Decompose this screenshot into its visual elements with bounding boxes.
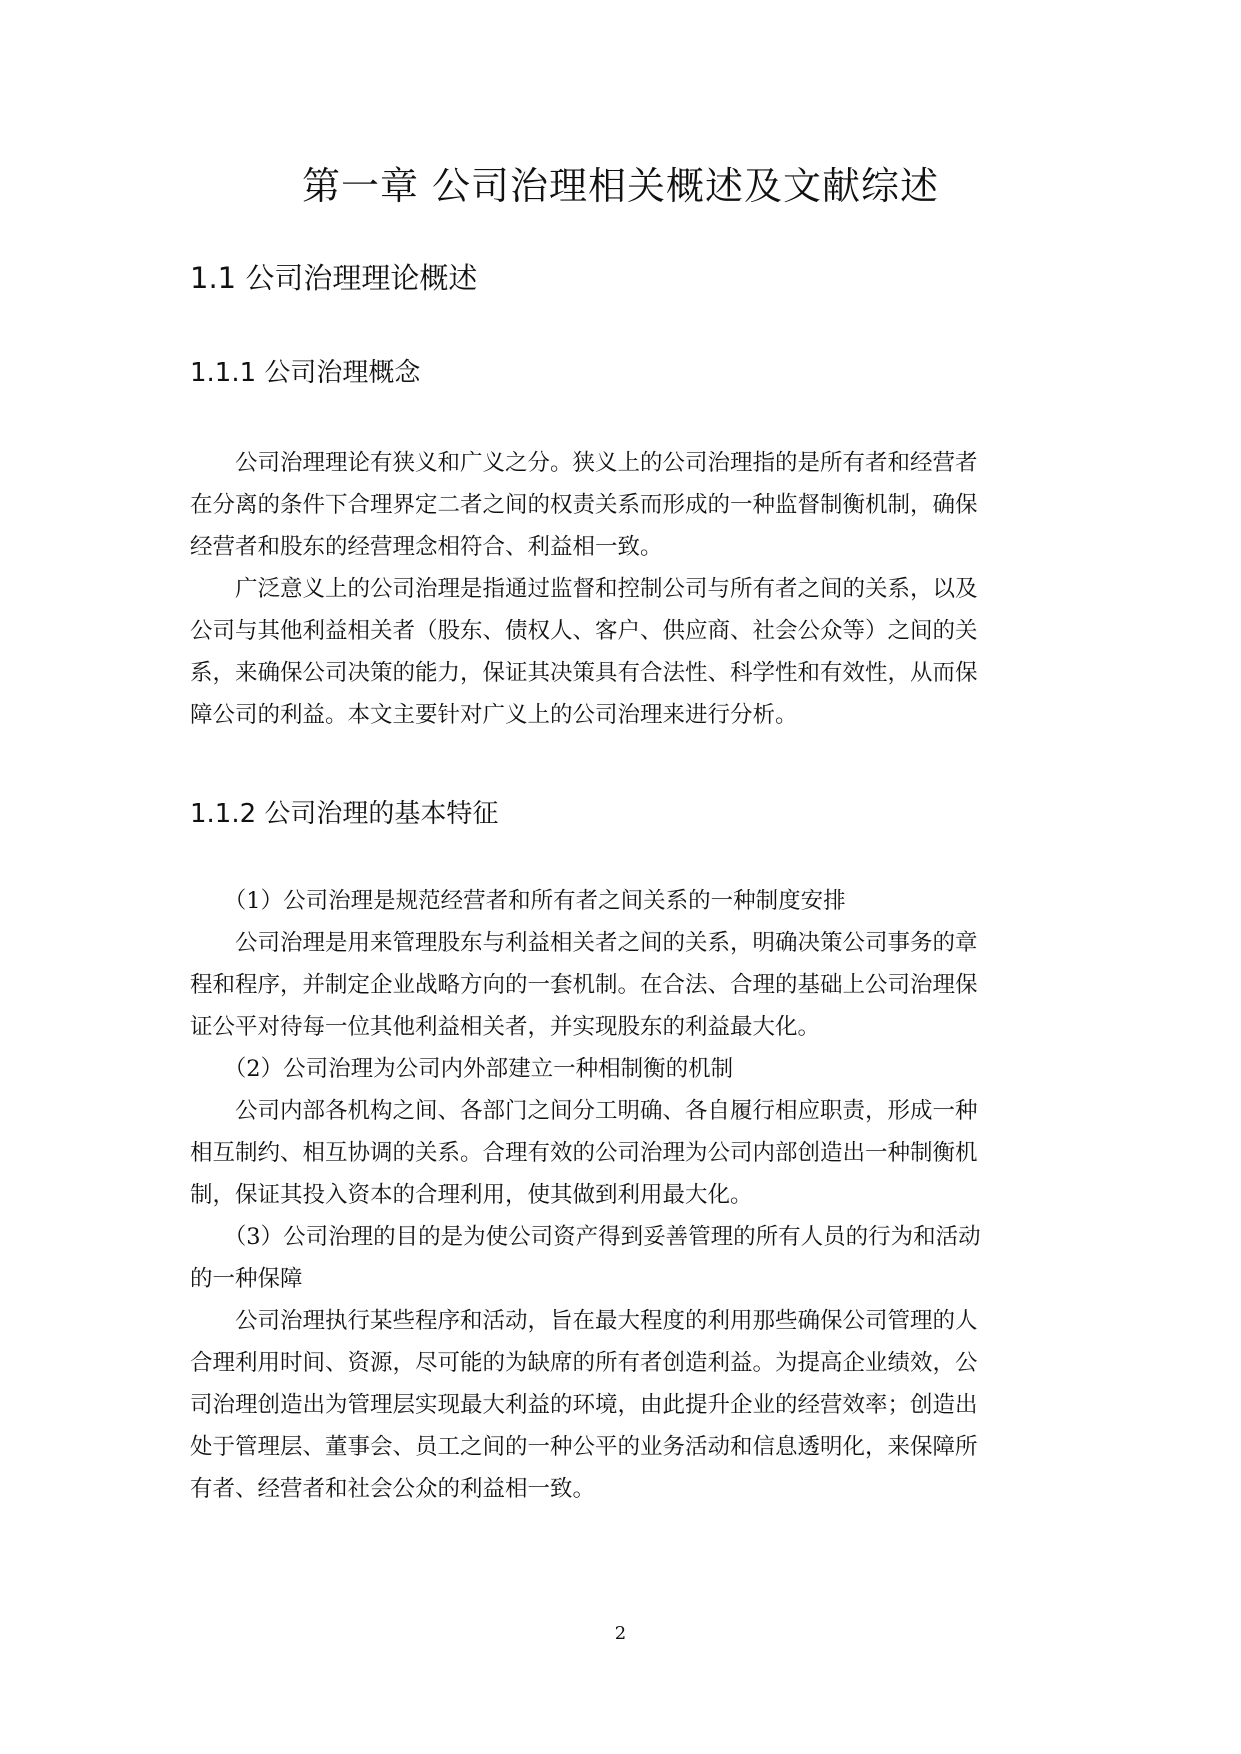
page-number: 2 bbox=[614, 1623, 627, 1644]
chapter-title: 第一章 公司治理相关概述及文献综述 bbox=[301, 164, 940, 208]
body-line: 障公司的利益。本文主要针对广义上的公司治理来进行分析。 bbox=[190, 702, 798, 728]
body-line: 制，保证其投入资本的合理利用，使其做到利用最大化。 bbox=[190, 1182, 753, 1208]
section-1-1-2-body bbox=[190, 880, 1060, 1510]
body-line: 广泛意义上的公司治理是指通过监督和控制公司与所有者之间的关系，以及 bbox=[190, 576, 978, 602]
body-line: （2）公司治理为公司内外部建立一种相制衡的机制 bbox=[190, 1056, 734, 1082]
body-line: 合理利用时间、资源，尽可能的为缺席的所有者创造利益。为提高企业绩效，公 bbox=[190, 1350, 978, 1376]
body-line: 公司与其他利益相关者（股东、债权人、客户、供应商、社会公众等）之间的关 bbox=[190, 618, 978, 644]
body-line: 处于管理层、董事会、员工之间的一种公平的业务活动和信息透明化，来保障所 bbox=[190, 1434, 978, 1460]
body-line: 证公平对待每一位其他利益相关者，并实现股东的利益最大化。 bbox=[190, 1014, 821, 1040]
body-line: 公司治理理论有狭义和广义之分。狭义上的公司治理指的是所有者和经营者 bbox=[190, 450, 978, 476]
body-line: 公司内部各机构之间、各部门之间分工明确、各自履行相应职责，形成一种 bbox=[190, 1098, 978, 1124]
body-line: 相互制约、相互协调的关系。合理有效的公司治理为公司内部创造出一种制衡机 bbox=[190, 1140, 978, 1166]
body-line: 公司治理执行某些程序和活动，旨在最大程度的利用那些确保公司管理的人 bbox=[190, 1308, 978, 1334]
body-line: 有者、经营者和社会公众的利益相一致。 bbox=[190, 1476, 596, 1502]
section-1-1-1-body bbox=[190, 442, 1060, 736]
body-line: 经营者和股东的经营理念相符合、利益相一致。 bbox=[190, 534, 663, 560]
section-heading-1-1-1: 1.1.1 公司治理概念 bbox=[190, 358, 421, 388]
section-heading-1-1-2: 1.1.2 公司治理的基本特征 bbox=[190, 799, 499, 829]
body-line: 程和程序，并制定企业战略方向的一套机制。在合法、合理的基础上公司治理保 bbox=[190, 972, 978, 998]
body-line: 的一种保障 bbox=[190, 1266, 303, 1292]
section-heading-1-1: 1.1 公司治理理论概述 bbox=[190, 261, 478, 295]
body-line: 在分离的条件下合理界定二者之间的权责关系而形成的一种监督制衡机制，确保 bbox=[190, 492, 978, 518]
body-line: （3）公司治理的目的是为使公司资产得到妥善管理的所有人员的行为和活动 bbox=[190, 1224, 981, 1250]
body-line: 司治理创造出为管理层实现最大利益的环境，由此提升企业的经营效率；创造出 bbox=[190, 1392, 978, 1418]
body-line: 公司治理是用来管理股东与利益相关者之间的关系，明确决策公司事务的章 bbox=[190, 930, 978, 956]
body-line: 系，来确保公司决策的能力，保证其决策具有合法性、科学性和有效性，从而保 bbox=[190, 660, 978, 686]
body-line: （1）公司治理是规范经营者和所有者之间关系的一种制度安排 bbox=[190, 888, 846, 914]
